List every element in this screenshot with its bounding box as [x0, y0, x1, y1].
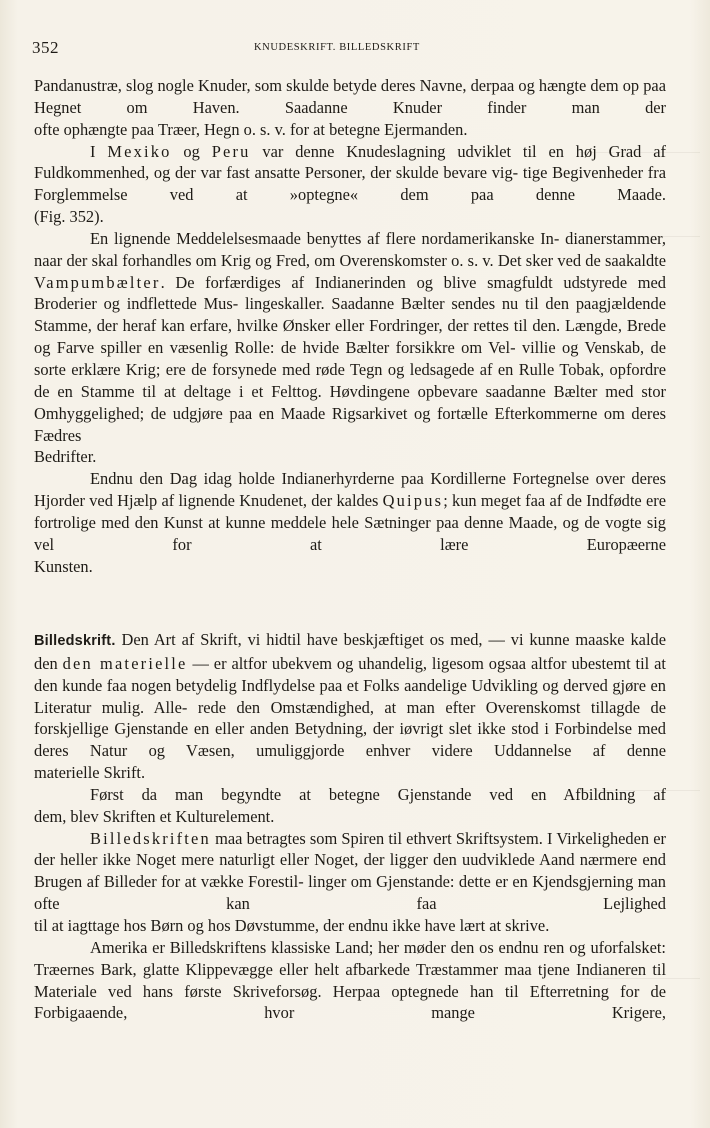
text-line: meget faa af de Indfødte ere fortrolige med den Kunst at kunne meddele hele [34, 491, 666, 532]
text-fragment: og [171, 141, 212, 161]
bleed-through-mark [580, 790, 700, 791]
paragraph-line-end [34, 915, 666, 937]
text-line: lingeskaller. Saadanne Bælter sendes nu til den paagjældende Stamme, der [34, 294, 666, 336]
text-line: Indianerinden og blive smagfuldt udstyrede med Broderier og indflettede Mus- [34, 272, 667, 314]
text-line: (Fig. 352). [34, 207, 104, 227]
spaced-word: Billedskriften [90, 828, 211, 848]
paragraph [34, 75, 666, 119]
text-line: hængte dem op paa Hegnet om Haven. Saadanne Knuder finder man der [34, 76, 666, 117]
bleed-through-mark [580, 978, 700, 979]
paragraph [34, 828, 666, 915]
text-line: den uudviklede Aand nærmere end Brugen af Billeder for at vække Forestil- [34, 850, 666, 892]
paragraph [34, 784, 666, 806]
text-line: udgjøre paa en Maade Rigsarkivet og fortælle Efterkommerne om deres Fædres [34, 403, 666, 445]
text-line: Gjenstande en eller anden Betydning, der iøvrigt slet ikke stod i Forbindelse [114, 719, 633, 739]
paragraph [34, 468, 666, 555]
text-fragment: ; kun [443, 491, 477, 511]
text-line: En lignende Meddelelsesmaade benyttes af flere nordamerikanske In- [90, 228, 560, 248]
text-line: heraf kan erfare, hvilke Ønsker eller Fordringer, der rettes til den. Længde, [122, 316, 622, 336]
text-fragment: over deres Hjorder ved Hjælp af lignende Knudenet, der kaldes [34, 469, 666, 511]
paragraph [34, 228, 666, 446]
text-line: til at iagttage hos Børn og hos Døvstumme, der endnu ikke have lært at skrive. [34, 915, 550, 935]
paragraph-line-end [34, 762, 666, 784]
section-billedskrift [34, 629, 666, 1024]
paragraph-line-end [34, 806, 666, 828]
paragraph-line-end [34, 446, 666, 468]
text-line: ofte ophængte paa Træer, Hegn o. s. v. for at betegne Ejermanden. [34, 119, 468, 139]
text-line: linger om Gjenstande: dette er en Kjendsgjerning man ofte kan faa Lejlighed [34, 872, 666, 914]
text-fragment: var denne Knudeslagning udviklet til en høj Grad [250, 141, 642, 161]
text-fragment: — er altfor ubekvem og uhandelig, [187, 653, 427, 673]
paragraph-line-end [34, 119, 666, 141]
paragraph [34, 937, 666, 1024]
bleed-through-mark [580, 236, 700, 237]
text-line: Sætninger paa denne Maade, og de vogte sig vel for at lære Europæerne [34, 512, 666, 554]
page-header [32, 38, 668, 58]
spaced-word: Quipus [382, 491, 444, 511]
text-line: Kunsten. [34, 556, 93, 576]
text-fragment: I [90, 141, 108, 161]
spaced-word: Peru [211, 141, 251, 161]
text-line: af Fuldkommenhed, og der var fast ansatte Personer, der skulde bevare vig- [34, 141, 666, 183]
text-line: Træstammer maa tjene Indianeren til Materiale ved hans første Skriveforsøg. [34, 959, 666, 1001]
spaced-word: Vampumbælter [34, 272, 161, 292]
paragraph-line-end [34, 206, 666, 228]
text-fragment: o. s. v. Det sker ved de saakaldte [451, 250, 666, 270]
running-head: KNUDESKRIFT. BILLEDSKRIFT [254, 42, 420, 53]
text-fragment: . De forfærdiges af [160, 272, 305, 292]
section-heading: Billedskrift. [34, 633, 116, 649]
text-line: Felttog. Høvdingene opbevare saadanne Bælter med stor Omhyggelighed; de [34, 381, 666, 423]
text-line: villie og Venskab, de sorte erklære Krig; ere de forsynede med røde Tegn [34, 338, 666, 379]
text-line: I Virkeligheden er der heller ikke Noget mere naturligt eller Noget, der ligger [34, 828, 666, 870]
text-line: Brede og Farve spiller en væsenlig Rolle: de hvide Bælter forsikkre om Vel- [34, 316, 666, 358]
text-fragment: Den Art af Skrift, vi hidtil have beskjæftiget os med, — [115, 630, 505, 649]
text-line: Endnu den Dag idag holde Indianerhyrderne paa Kordillerne Fortegnelse [90, 469, 590, 489]
text-line: Først da man begyndte at betegne Gjenstande ved en Afbildning af [90, 784, 666, 804]
text-line: tige Begivenheder fra Forglemmelse ved at »optegne« dem paa denne Maade. [34, 163, 666, 205]
page-number: 352 [32, 38, 59, 57]
text-line: Pandanustræ, slog nogle Knuder, som skulde betyde deres Navne, derpaa og [34, 76, 535, 95]
text-line: og ledsagede af en Rulle Tobak, opfordre de en Stamme til at deltage i et [34, 359, 666, 401]
paragraph-line-end [34, 556, 666, 578]
text-line: ligesom ogsaa altfor ubestemt til at den kunde faa nogen betydelig Indflydelse [34, 653, 666, 695]
text-line: rede den Omstændighed, at man efter Overenskomst tillagde de forskjellige [34, 697, 666, 739]
spaced-word: den materielle [62, 653, 188, 673]
text-line: dem, blev Skriften et Kulturelement. [34, 806, 275, 826]
text-line: ren og uforfalsket: Træernes Bark, glatte Klippevægge eller helt afbarkede [34, 937, 666, 979]
text-line: paa et Folks aandelige Udvikling og derved gjøre en Literatur mulig. Alle- [34, 675, 666, 717]
body-text [34, 75, 666, 577]
text-line: Amerika er Billedskriftens klassiske Land; her møder den os endnu [90, 937, 539, 957]
text-line: dianerstammer, naar der skal forhandles om Krig og Fred, om Overenskomster [34, 228, 666, 270]
text-fragment: maa betragtes som Spiren til ethvert Skriftsystem. [210, 828, 543, 848]
text-line: Bedrifter. [34, 447, 97, 467]
text-line: Herpaa optegnede han til Efterretning for de Forbigaaende, hvor mange Krigere, [34, 981, 666, 1023]
spaced-word: Mexiko [107, 141, 172, 161]
text-line: materielle Skrift. [34, 763, 146, 783]
text-line: med deres Natur og Væsen, umuliggjorde enhver videre Uddannelse af denne [34, 719, 666, 761]
bleed-through-mark [580, 152, 700, 153]
text-fragment: vi kunne maaske kalde den [34, 630, 666, 673]
paragraph [34, 629, 666, 762]
paragraph [34, 141, 666, 207]
